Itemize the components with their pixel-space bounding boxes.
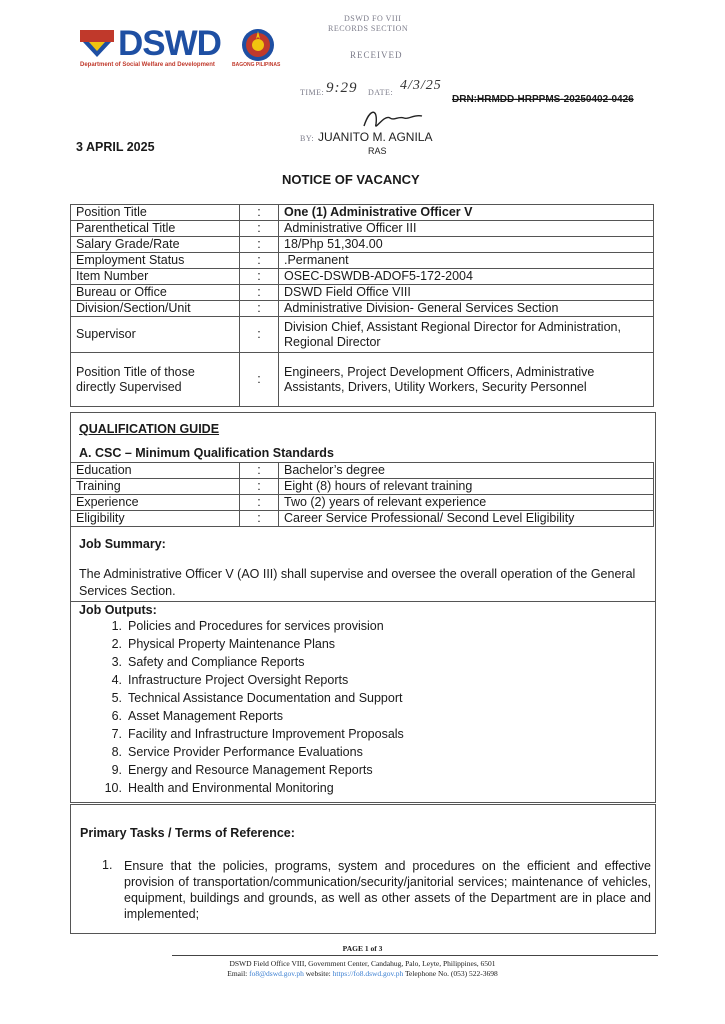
row-value: DSWD Field Office VIII	[279, 285, 654, 301]
row-value: Two (2) years of relevant experience	[279, 495, 654, 511]
list-item	[100, 672, 640, 690]
stamp-date-value: 4/3/25	[400, 78, 442, 93]
row-label: Experience	[71, 495, 240, 511]
document-reference-number: DRN:HRMDD-HRPPMS-20250402-0426	[452, 94, 634, 105]
list-item-number: 10.	[104, 781, 122, 795]
list-item-number: 1.	[111, 619, 122, 633]
table-row	[71, 237, 654, 253]
row-colon: :	[240, 353, 279, 407]
receiver-role: RAS	[368, 146, 387, 156]
vacancy-details-table	[70, 204, 654, 407]
list-item-text: Technical Assistance Documentation and Support	[128, 691, 403, 705]
table-row	[71, 205, 654, 221]
stamp-date-label: DATE:	[368, 88, 394, 97]
row-label: Education	[71, 463, 240, 479]
dswd-logo-subtitle: Department of Social Welfare and Development	[80, 62, 215, 68]
table-row	[71, 269, 654, 285]
list-item	[100, 780, 640, 798]
row-colon: :	[240, 285, 279, 301]
row-colon: :	[240, 317, 279, 353]
website-link[interactable]: https://fo8.dswd.gov.ph	[332, 969, 404, 978]
email-link[interactable]: fo8@dswd.gov.ph	[249, 969, 304, 978]
document-date: 3 APRIL 2025	[76, 140, 155, 154]
row-colon: :	[240, 205, 279, 221]
row-value: Division Chief, Assistant Regional Director for Administration, Regional Director	[279, 317, 654, 353]
row-colon: :	[240, 269, 279, 285]
list-item	[100, 708, 640, 726]
row-value: OSEC-DSWDB-ADOF5-172-2004	[279, 269, 654, 285]
list-item-text: Infrastructure Project Oversight Reports	[128, 673, 349, 687]
row-value: Engineers, Project Development Officers, Administrative Assistants, Drivers, Utility Workers, Security Personnel	[279, 353, 654, 407]
row-label: Position Title	[71, 205, 240, 221]
stamp-received: RECEIVED	[350, 50, 403, 60]
list-item-text: Physical Property Maintenance Plans	[128, 637, 336, 651]
row-label: Position Title of those directly Supervised	[71, 353, 240, 407]
table-row	[71, 285, 654, 301]
row-label: Employment Status	[71, 253, 240, 269]
receiver-name: JUANITO M. AGNILA	[318, 130, 433, 144]
row-colon: :	[240, 479, 279, 495]
primary-tasks-heading: Primary Tasks / Terms of Reference:	[80, 826, 295, 840]
list-item-number: 2.	[111, 637, 122, 651]
footer-address: DSWD Field Office VIII, Government Center, Candahug, Palo, Leyte, Philippines, 6501	[229, 959, 496, 968]
row-colon: :	[240, 237, 279, 253]
dswd-emblem-icon	[80, 30, 114, 58]
stamp-time-label: TIME:	[300, 88, 325, 97]
row-colon: :	[240, 463, 279, 479]
list-item-text: Service Provider Performance Evaluations	[128, 745, 363, 759]
list-item-text: Safety and Compliance Reports	[128, 655, 305, 669]
row-label: Salary Grade/Rate	[71, 237, 240, 253]
table-row	[71, 317, 654, 353]
list-item-number: 4.	[111, 673, 122, 687]
csc-standards-heading: A. CSC – Minimum Qualification Standards	[79, 446, 334, 460]
row-value: Administrative Officer III	[279, 221, 654, 237]
list-item-text: Policies and Procedures for services provision	[128, 619, 384, 633]
list-item	[100, 726, 640, 744]
row-label: Bureau or Office	[71, 285, 240, 301]
document-title: NOTICE OF VACANCY	[282, 172, 420, 187]
website-label: website:	[305, 969, 331, 978]
row-colon: :	[240, 495, 279, 511]
telephone-number: Telephone No. (053) 522-3698	[404, 969, 498, 978]
row-label: Supervisor	[71, 317, 240, 353]
job-outputs-heading: Job Outputs:	[79, 603, 157, 617]
row-value: Bachelor’s degree	[279, 463, 654, 479]
row-colon: :	[240, 301, 279, 317]
task-number: 1.	[102, 858, 113, 872]
table-row	[71, 479, 654, 495]
bagong-pilipinas-emblem-icon	[238, 28, 278, 62]
row-value: .Permanent	[279, 253, 654, 269]
qualification-table	[70, 462, 654, 527]
task-text: Ensure that the policies, programs, system and procedures on the efficient and effective provision of transportation/communication/security/janitorial services; maintenance of vehicles, equipment, buildings and grounds, as well as other assets of the Department are in place and implemented;	[124, 859, 651, 921]
list-item	[100, 636, 640, 654]
list-item-number: 9.	[111, 763, 122, 777]
list-item	[100, 618, 640, 636]
list-item	[100, 690, 640, 708]
list-item-text: Health and Environmental Monitoring	[128, 781, 334, 795]
job-summary-heading: Job Summary:	[79, 537, 166, 551]
dswd-logo	[80, 24, 290, 72]
list-item-number: 3.	[111, 655, 122, 669]
list-item-number: 5.	[111, 691, 122, 705]
table-row	[71, 221, 654, 237]
job-outputs-list	[100, 618, 640, 798]
page-number: PAGE 1 of 3	[342, 944, 383, 953]
row-label: Parenthetical Title	[71, 221, 240, 237]
table-row	[71, 495, 654, 511]
list-item	[100, 762, 640, 780]
table-row	[71, 353, 654, 407]
bagong-pilipinas-label: BAGONG PILIPINAS	[232, 62, 281, 68]
table-row	[71, 511, 654, 527]
list-item	[100, 744, 640, 762]
row-colon: :	[240, 253, 279, 269]
table-row	[71, 253, 654, 269]
row-label: Eligibility	[71, 511, 240, 527]
dswd-logo-text: DSWD	[118, 24, 221, 63]
list-item-text: Facility and Infrastructure Improvement Proposals	[128, 727, 404, 741]
row-label: Division/Section/Unit	[71, 301, 240, 317]
list-item-number: 7.	[111, 727, 122, 741]
list-item-number: 6.	[111, 709, 122, 723]
email-label: Email:	[227, 969, 248, 978]
stamp-section: RECORDS SECTION	[328, 24, 409, 33]
row-value: Eight (8) hours of relevant training	[279, 479, 654, 495]
list-item-text: Asset Management Reports	[128, 709, 283, 723]
footer-contact	[0, 969, 725, 978]
qualification-guide-heading: QUALIFICATION GUIDE	[79, 422, 220, 436]
stamp-by-label: BY:	[300, 134, 315, 143]
row-colon: :	[240, 221, 279, 237]
row-label: Training	[71, 479, 240, 495]
job-summary-text: The Administrative Officer V (AO III) shall supervise and oversee the overall operation of the General Services Section.	[79, 567, 636, 598]
row-value: Administrative Division- General Services Section	[279, 301, 654, 317]
table-row	[71, 301, 654, 317]
list-item	[100, 654, 640, 672]
row-value: Career Service Professional/ Second Level Eligibility	[279, 511, 654, 527]
stamp-office: DSWD FO VIII	[344, 14, 402, 23]
row-label: Item Number	[71, 269, 240, 285]
list-item-text: Energy and Resource Management Reports	[128, 763, 373, 777]
table-row	[71, 463, 654, 479]
footer-divider	[172, 955, 658, 956]
stamp-time-value: 9:29	[326, 80, 358, 96]
list-item-number: 8.	[111, 745, 122, 759]
row-value: 18/Php 51,304.00	[279, 237, 654, 253]
row-colon: :	[240, 511, 279, 527]
row-value: One (1) Administrative Officer V	[279, 205, 654, 221]
